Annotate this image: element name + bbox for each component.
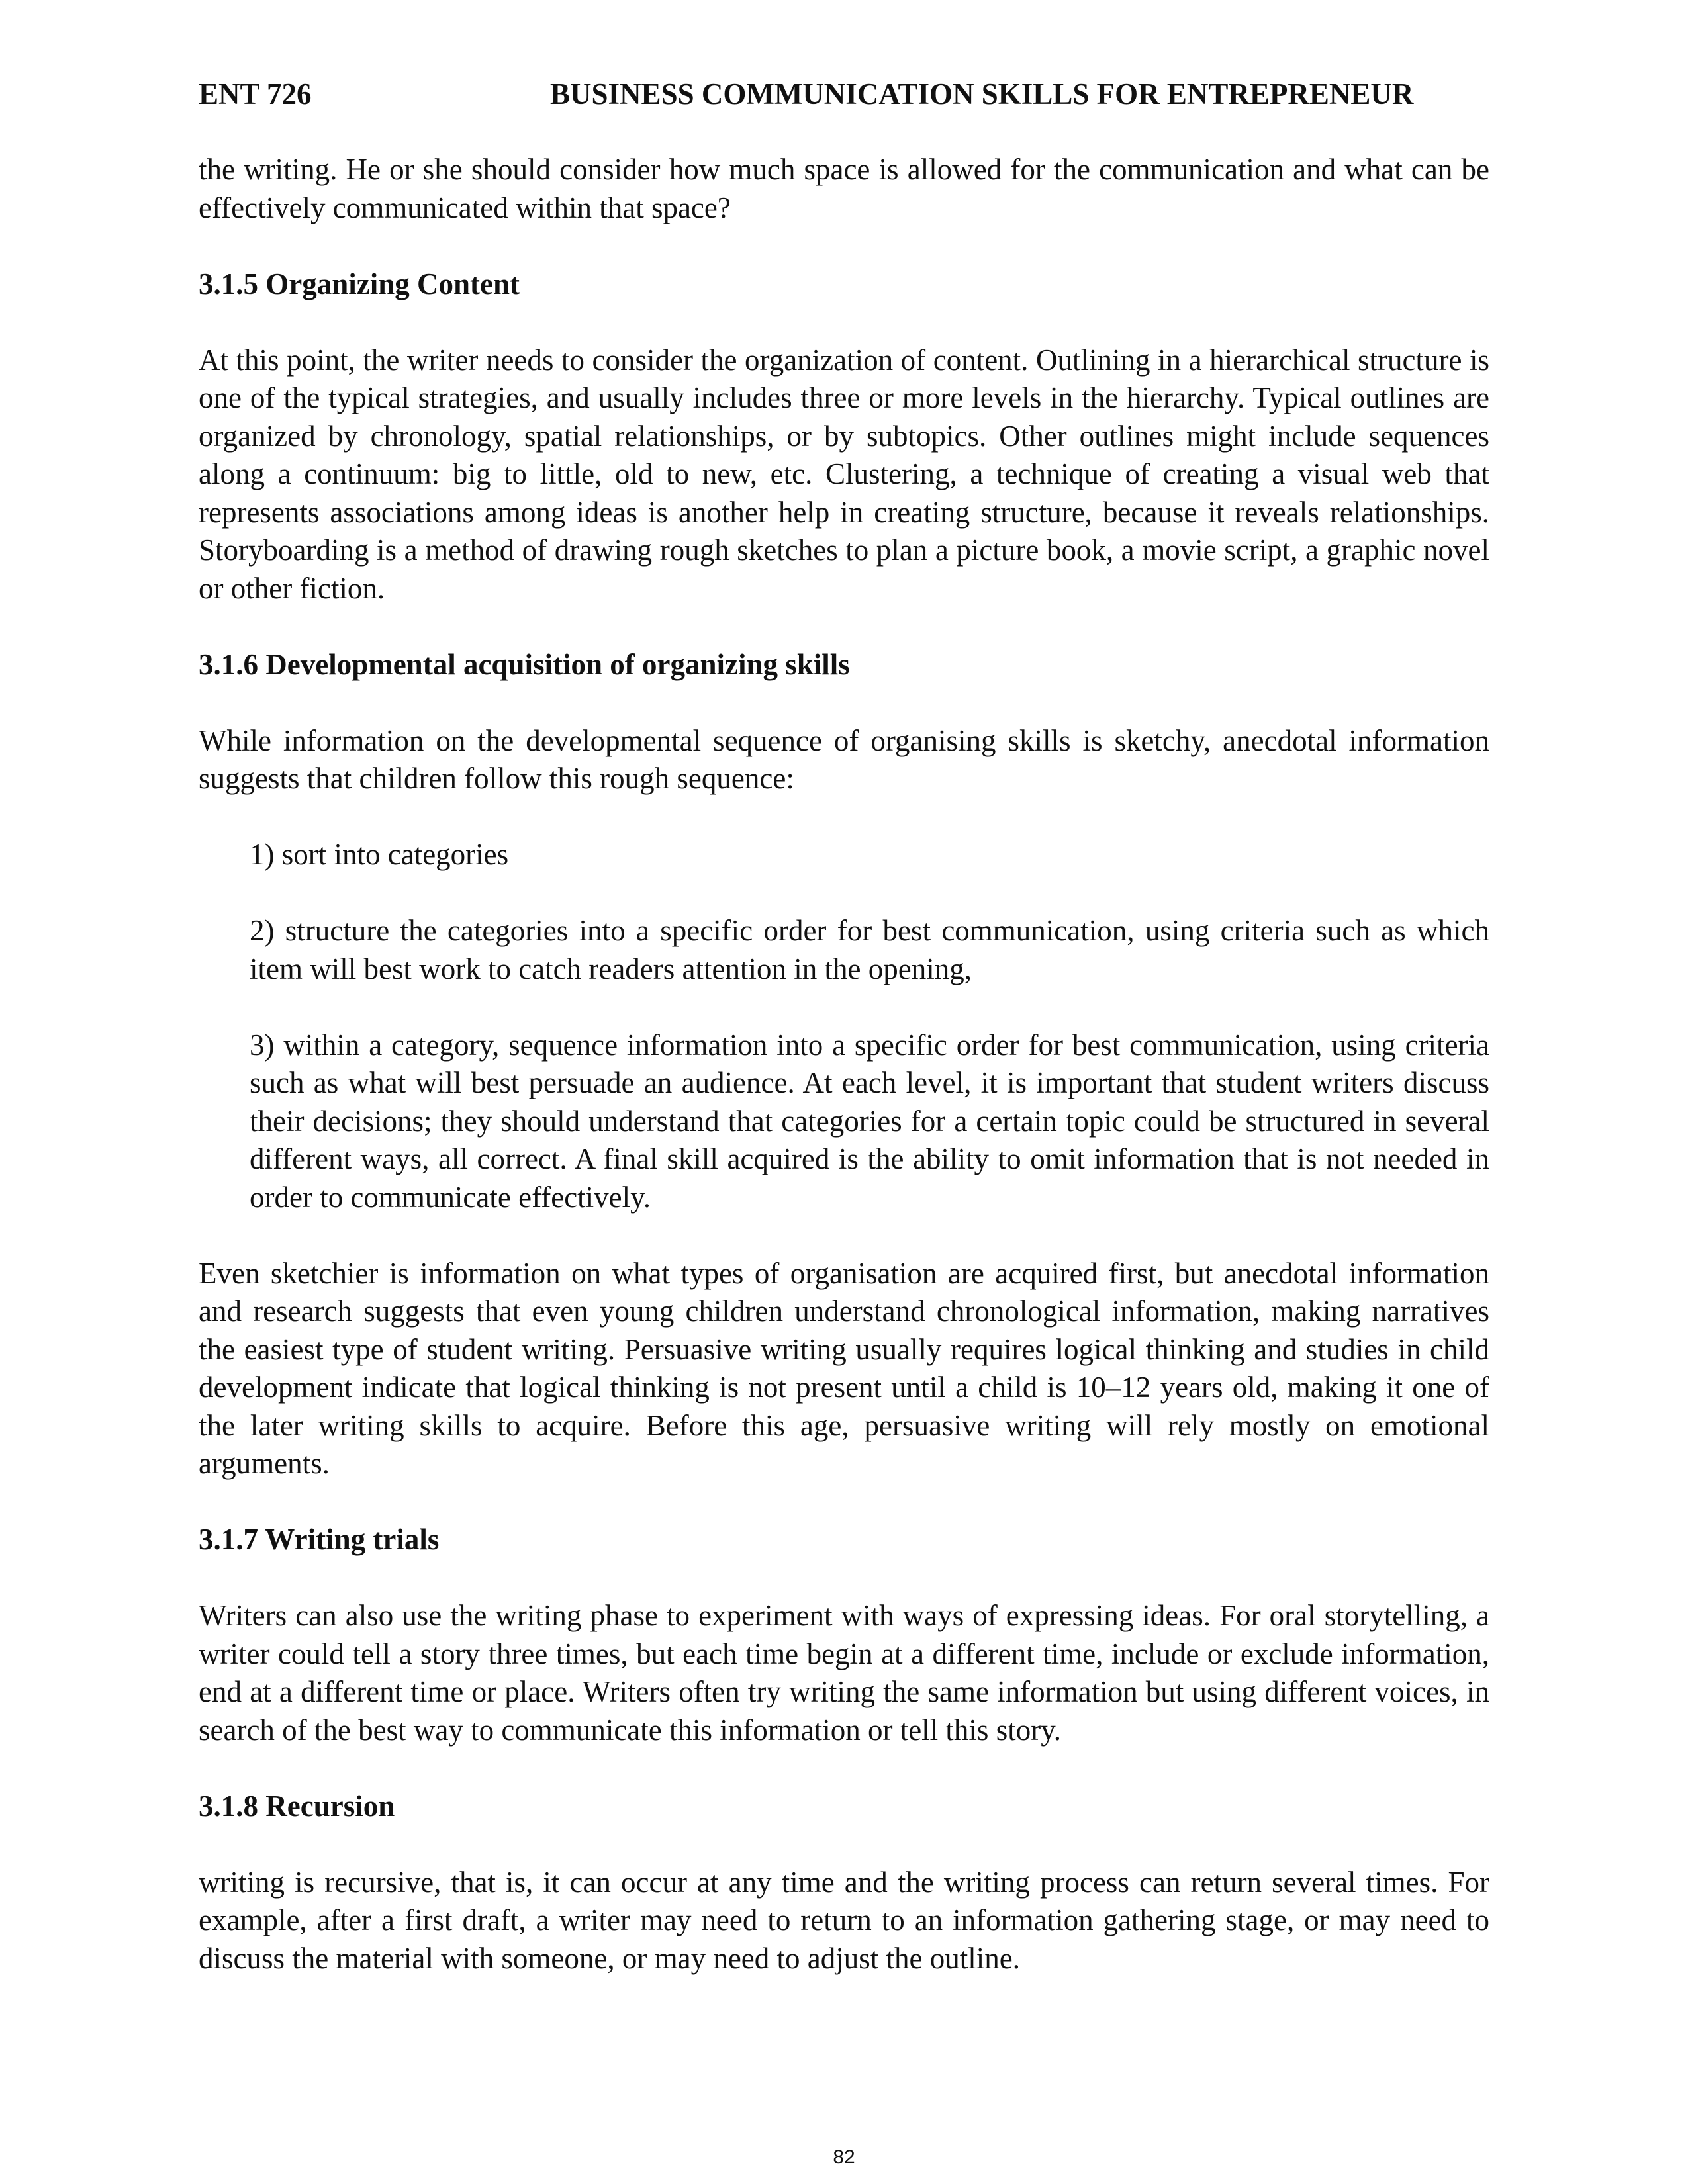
section-paragraph-3-1-6: While information on the developmental sequence of organising skills is sketchy, anecdotal information suggests that children follow this rough sequence: [199,723,1489,795]
section-paragraph-3-1-7: Writers can also use the writing phase to experiment with ways of expressing ideas. For oral storytelling, a writer could tell a story three times, but each time begin at a different time, include or exclude information, end at a different time or place. Writers often try writing the same information but using different voices, in search of the best way to communicate this information or tell this story. [199,1599,1489,1747]
section-closing-paragraph-3-1-6: Even sketchier is information on what types of organisation are acquired first, but anecdotal information and research suggests that even young children understand chronological information, making narratives the easiest type of student writing. Persuasive writing usually requires logical thinking and studies in child development indicate that logical thinking is not present until a child is 10–12 years old, making it one of the later writing skills to acquire. Before this age, persuasive writing will rely mostly on emotional arguments. [199,1256,1489,1480]
document-page [199,0,1489,2184]
page-content [199,151,1489,1978]
section-paragraph-3-1-8: writing is recursive, that is, it can occur at any time and the writing process can return several times. For example, after a first draft, a writer may need to return to an information gathering stage, or may need to discuss the material with someone, or may need to adjust the outline. [199,1865,1489,1975]
running-header [199,74,1470,114]
section-heading-3-1-5: 3.1.5 Organizing Content [199,267,520,300]
spacer [199,1825,1489,1864]
page-number: 82 [833,2146,855,2168]
list-item-1: 1) sort into categories [250,838,509,871]
course-code: ENT 726 [199,77,312,111]
section-paragraph-3-1-5: At this point, the writer needs to consider the organization of content. Outlining in a hierarchical structure is one of the typical strategies, and usually includes three or more levels in the hierarchy. Typical outlines are organized by chronology, spatial relationships, or by subtopics. Other outlines might include sequences along a continuum: big to little, old to new, etc. Clustering, a technique of creating a visual web that represents associations among ideas is another help in creating structure, because it reveals relationships. Storyboarding is a method of drawing rough sketches to plan a picture book, a movie script, a graphic novel or other fiction. [199,343,1489,605]
spacer [199,227,1489,265]
spacer [199,874,1489,913]
spacer [199,1749,1489,1788]
list-item-3: 3) within a category, sequence information into a specific order for best communication, using criteria such as what will best persuade an audience. At each level, it is important that student writers discuss their decisions; they should understand that categories for a certain topic could be structured in several different ways, all correct. A final skill acquired is the ability to omit information that is not needed in order to communicate effectively. [250,1028,1489,1214]
spacer [199,1483,1489,1522]
section-heading-3-1-7: 3.1.7 Writing trials [199,1523,440,1556]
list-item-2: 2) structure the categories into a specific order for best communication, using criteria such as which item will best work to catch readers attention in the opening, [250,914,1489,985]
section-heading-3-1-6: 3.1.6 Developmental acquisition of organizing skills [199,647,850,681]
intro-paragraph: the writing. He or she should consider how much space is allowed for the communication and what can be effectively communicated within that space? [199,153,1489,224]
course-title: BUSINESS COMMUNICATION SKILLS FOR ENTREPRENEUR [550,77,1414,111]
spacer [199,684,1489,722]
section-heading-3-1-8: 3.1.8 Recursion [199,1789,395,1823]
spacer [199,1559,1489,1598]
spacer [199,988,1489,1026]
spacer [199,1216,1489,1255]
spacer [199,303,1489,341]
spacer [199,608,1489,646]
spacer [199,798,1489,837]
